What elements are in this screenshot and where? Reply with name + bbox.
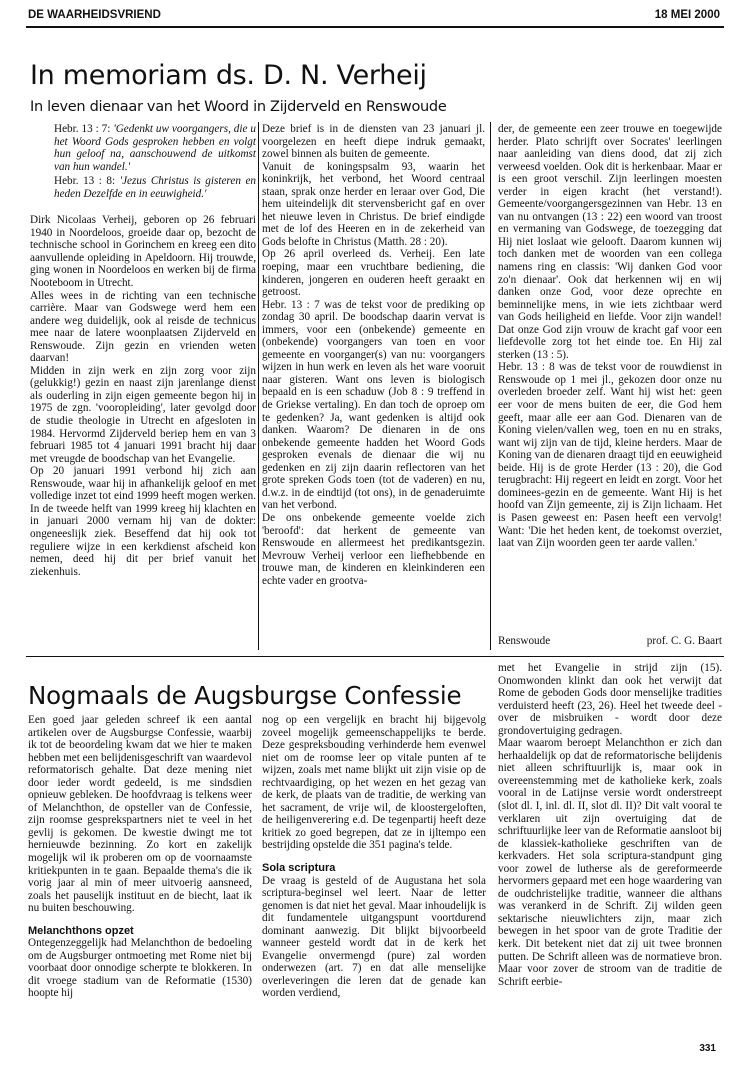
paragraph: Hebr. 13 : 7 was de tekst voor de prediking op zondag 30 april. De boodschap daarin vervat is immers, voor een (onbekende) gemeente en (onbekende) voorgangers van toen en voor gemeente en voorganger(s) van nu: voorgangers wijzen in hun werk en leven als het ware vooruit naar gisteren. Want ons leven is biologisch bepaald en is een schaduw (Job 8 : 9 treffend in de Griekse vertaling). En dan toch de oproep om te gedenken? Ja, want gedenken is altijd ook danken. Waarom? De dienaren in de ons onbekende gemeente hadden het Woord Gods gesproken evenals de dienaar die wij nu gedenken en zij zijn daarin reflectoren van het grote spreken Gods toen (tot de vaderen) en nu, d.w.z. in de eindtijd (tot ons), in de genaderuimte van het verbond. — [262, 298, 485, 512]
paragraph: met het Evangelie in strijd zijn (15). Onomwonden klinkt dan ook het verwijt dat Rome de geboden Gods door menselijke tradities verduisterd heeft (23, 26). Heel het tweede deel - over de misbruiken - wordt door deze grondovertuiging gedragen. — [498, 662, 722, 737]
publication-name: DE WAARHEIDSVRIEND — [28, 9, 161, 21]
article1-subtitle: In leven dienaar van het Woord in Zijderveld en Renswoude — [30, 99, 447, 115]
issue-date: 18 MEI 2000 — [654, 9, 720, 21]
quote1-text: 'Gedenkt uw voorgangers, die u het Woord Gods gesproken hebben en volgt hun geloof na, aanschouwend de uitkomst van hun wandel.' — [54, 123, 257, 173]
quote-hebr-13-7 — [30, 123, 256, 173]
column-rule — [258, 122, 259, 650]
article1-column-2 — [262, 123, 485, 587]
subheading-sola-scriptura: Sola scriptura — [262, 862, 336, 875]
article1-column-1 — [30, 123, 256, 578]
page-header — [26, 6, 724, 28]
paragraph: nog op een vergelijk en bracht hij bijgevolg zoveel mogelijk gemeenschappelijks te berde. Deze gespreksbouding verhinderde hem evenwel niet om de roomse leer op vitale punten af te wijzen, zoals met name blijkt uit zijn visie op de rechtvaardiging, op het wezen en het gezag van de kerk, de plaats van de traditie, de werking van het sacrament, de vrije wil, de kloostergeloften, de heiligenverering e.d. De tegenpartij heeft deze kritiek zo goed begrepen, dat ze in ijltempo een bestrijding opstelde die 351 pagina's telde. — [262, 714, 486, 852]
paragraph: Alles wees in de richting van een technische carrière. Maar van Godswege werd hem een andere weg duidelijk, ook al reisde de technicus mee naar de latere woonplaatsen Zijderveld en Renswoude. Zijn gezin en vrienden weten daarvan! — [30, 289, 256, 365]
article1-column-3 — [498, 123, 722, 550]
column-rule — [490, 122, 491, 650]
paragraph: der, de gemeente een zeer trouwe en toegewijde herder. Plato schrijft over Socrates' leerlingen naar aanleiding van diens dood, dat zij zich verweesd voelden. Ook dit is herkenbaar. Maar er is een groot verschil. Zijn leerlingen moesten verder in eigen kracht (het verstand!). Gemeente/voorgangersgezinnen van Hebr. 13 en van nu ontvangen (13 : 22) een woord van troost en vermaning van Godswege, de toezegging dat Hij niet loslaat wie gelooft. Daarom kunnen wij toch danken met de woorden van een collega namens ring en classis: 'Wij danken God voor zo'n dienaar'. Ook dat herkennen wij en wij danken onze God, voor deze oprechte en beminnelijke mens, in wie iets zichtbaar werd van Gods heiligheid en liefde. Voor zijn wandel! Dat onze God zijn vrouw de kracht gaf voor een liefdevolle zorg tot het einde toe. En Hij zal sterken (13 : 5). — [498, 123, 722, 361]
paragraph: Ontegenzeggelijk had Melanchthon de bedoeling om de Augsburger ontmoeting met Rome niet bij voorbaat door onnodige scherpte te blokkeren. In dit vroege stadium van de Reformatie (1530) hoopte hij — [28, 937, 252, 1000]
paragraph: De ons onbekende gemeente voelde zich 'beroofd': dat herkent de gemeente van Renswoude en allermeest het predikantsgezin. Mevrouw Verheij verloor een liefhebbende en trouwe man, de kinderen en kleinkinderen een echte vader en grootva- — [262, 511, 485, 587]
quote1-ref: Hebr. 13 : 7: — [54, 123, 111, 135]
paragraph: Midden in zijn werk en zijn zorg voor zijn (gelukkig!) gezin en naast zijn jarenlange dienst als ouderling in zijn eigen gemeente begon hij in 1975 de zgn. 'vooropleiding', later gevolgd door de studie theologie in Utrecht en afgesloten in 1984. Hervormd Zijderveld beriep hem en van 3 februari 1985 tot 4 januari 1991 bracht hij daar met vreugde de boodschap van het Evangelie. — [30, 364, 256, 465]
page-number: 331 — [699, 1043, 716, 1054]
quote2-ref: Hebr. 13 : 8: — [54, 175, 116, 188]
article-separator — [26, 656, 724, 657]
signature-place: Renswoude — [498, 635, 551, 647]
article2-title: Nogmaals de Augsburgse Confessie — [28, 681, 462, 710]
paragraph: Een goed jaar geleden schreef ik een aantal artikelen over de Augsburgse Confessie, waarbij ik tot de beoordeling kwam dat we hier te maken hebben met een belijdenisgeschrift van waardevol reformatorisch gehalte. Dat deze mening niet door ieder wordt gedeeld, is me sindsdien opnieuw gebleken. De hoofdvraag is telkens weer of Melanchthon, de opsteller van de Confessie, zijn roomse gesprekspartners niet te veel in het gevlij is gekomen. De kwestie dwingt me tot hernieuwde bezinning. Zo kort en zakelijk mogelijk wil ik proberen om op de voornaamste kritiekpunten in te gaan. Bepaalde thema's die ik vorig jaar al min of meer uitvoerig aansneed, zoals het pauselijk instituut en de biecht, laat ik nu buiten beschouwing. — [28, 714, 252, 915]
article1-title: In memoriam ds. D. N. Verheij — [30, 60, 427, 91]
article2-column-1 — [28, 714, 252, 1000]
paragraph: Maar waarom beroept Melanchthon er zich dan herhaaldelijk op dat de reformatorische belijdenis niet alleen schriftuurlijk is, maar ook in overeenstemming met de katholieke kerk, zoals vooral in de Latijnse versie wordt onderstreept (slot dl. I, inl. dl. II, slot dl. II)? Dit valt vooral te verklaren uit zijn overtuiging dat de schriftuurlijke leer van de Reformatie aansloot bij de klassiek-katholieke geschriften van de kerkvaders. Het sola scriptura-standpunt ging voor zowel de lutherse als de gereformeerde hervormers gepaard met een hoge waardering van de oudchristelijke traditie, wanneer die althans was verankerd in de Schrift. Zij wilden geen sektarische nieuwlichters zijn, maar zich bewegen in het spoor van de grote Traditie der kerk. Dit betekent niet dat zij uit twee bronnen putten. De Schrift alleen was de normatieve bron. Maar voor zover de stroom van de traditie de Schrift eerbie- — [498, 737, 722, 988]
article2-column-3 — [498, 662, 722, 988]
paragraph: Deze brief is in de diensten van 23 januari jl. voorgelezen en heeft diepe indruk gemaakt, zowel binnen als buiten de gemeente. — [262, 123, 485, 161]
paragraph: Dirk Nicolaas Verheij, geboren op 26 februari 1940 in Noordeloos, groeide daar op, bezocht de technische school in Gorinchem en kreeg een dito aanvullende opleiding in Apeldoorn. Hij trouwde, ging wonen in Noordeloos en werken bij de firma Nooteboom in Utrecht. — [30, 214, 256, 290]
quote-hebr-13-8 — [30, 175, 256, 200]
quote2-text: 'Jezus Christus is gisteren en heden Dezelfde en in eeuwigheid.' — [54, 175, 256, 200]
signature-author: prof. C. G. Baart — [646, 635, 722, 647]
paragraph: De vraag is gesteld of de Augustana het sola scriptura-beginsel wel leert. Naar de letter genomen is dat niet het geval. Maar inhoudelijk is dit fundamentele uitgangspunt voortdurend dominant aanwezig. Dit blijkt bijvoorbeeld wanneer gesteld wordt dat in de kerk het Evangelie onvermengd (pure) zal worden onderwezen (art. 7) en dat alle menselijke overleveringen die leren dat de genade kan worden verdiend, — [262, 874, 487, 1000]
paragraph: Vanuit de koningspsalm 93, waarin het koninkrijk, het verbond, het Woord centraal staan, sprak onze herder en leraar over God, Die hem uiteindelijk dit stervensbericht gaf en over het nieuwe leven in Christus. De brief eindigde met de lof des Heeren en in de zekerheid van Gods belofte in Christus (Matth. 28 : 20). — [262, 160, 485, 248]
paragraph: Op 26 april overleed ds. Verheij. Een late roeping, maar een vruchtbare bediening, die kinderen, jongeren en ouderen heeft geraakt en getroost. — [262, 248, 485, 299]
article2-column-2 — [262, 714, 486, 1000]
subheading-melanchthons-opzet: Melanchthons opzet — [28, 924, 134, 937]
paragraph: Hebr. 13 : 8 was de tekst voor de rouwdienst in Renswoude op 1 mei jl., gekozen door onze nu overleden broeder zelf. Want hij wist het: geen eer voor de mens buiten de eer, die God hem geeft, maar alle eer aan God. Dienaren van de Koning vielen/vallen weg, toen en nu en straks, want wij zijn van de tijd, kleine herders. Maar de Koning van de dienaren draagt tijd en eeuwigheid beide. Hij is de grote Herder (13 : 20), die God terugbracht: Hij regeert en leidt en zorgt. Voor het dominees-gezin en de gemeente. Want Hij is het hoofd van Zijn gemeente, zij is Zijn lichaam. Het is Pasen geweest en: Pasen heeft een vervolg! Want: 'Die het heden kent, de toekomst overziet, laat van Zijn woorden geen ter aarde vallen.' — [498, 361, 722, 550]
paragraph: Op 20 januari 1991 verbond hij zich aan Renswoude, waar hij in afhankelijk geloof en met volledige inzet tot eind 1999 heeft mogen werken. In de tweede helft van 1999 kreeg hij klachten en in januari 2000 vernam hij van de dokter: ongeneeslijk ziek. Beseffend dat hij ook tot reguliere wijze in een kerkdienst afscheid kon nemen, deed hij dit per brief vanuit het ziekenhuis. — [30, 465, 256, 578]
